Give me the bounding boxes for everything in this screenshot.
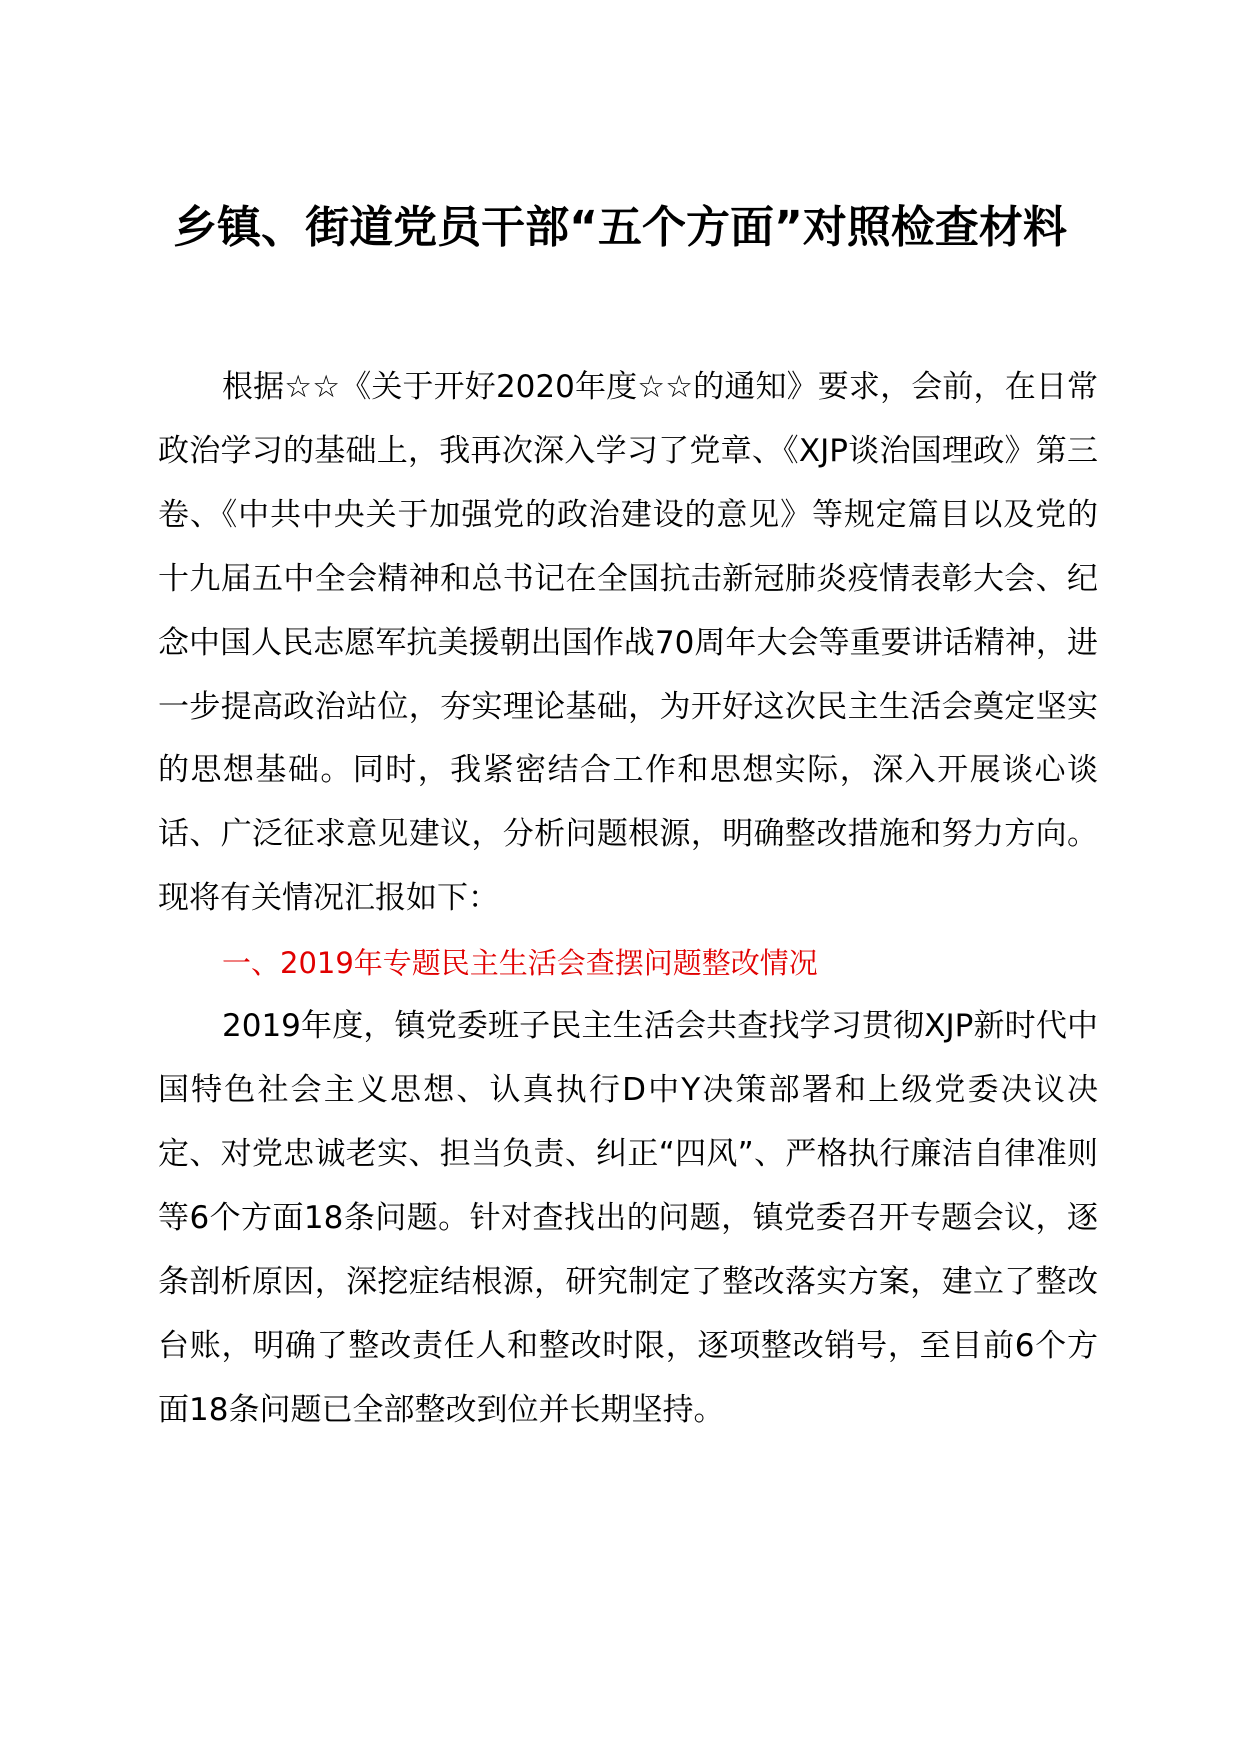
section-paragraph: 2019年度，镇党委班子民主生活会共查找学习贯彻XJP新时代中国特色社会主义思想、认真执行D中Y决策部署和上级党委决议决定、对党忠诚老实、担当负责、纠正“四风”、严格执行廉洁自律准则等6个方面18条问题。针对查找出的问题，镇党委召开专题会议，逐条剖析原因，深挖症结根源，研究制定了整改落实方案，建立了整改台账，明确了整改责任人和整改时限，逐项整改销号，至目前6个方面18条问题已全部整改到位并长期坚持。 [158, 1008, 1098, 1428]
document-title: 乡镇、街道党员干部“五个方面”对照检查材料 [173, 202, 1067, 253]
intro-paragraph: 根据☆☆《关于开好2020年度☆☆的通知》要求，会前，在日常政治学习的基础上，我再次深入学习了党章、《XJP谈治国理政》第三卷、《中共中央关于加强党的政治建设的意见》等规定篇目以及党的十九届五中全会精神和总书记在全国抗击新冠肺炎疫情表彰大会、纪念中国人民志愿军抗美援朝出国作战70周年大会等重要讲话精神，进一步提高政治站位，夯实理论基础，为开好这次民主生活会奠定坚实的思想基础。同时，我紧密结合工作和思想实际，深入开展谈心谈话、广泛征求意见建议，分析问题根源，明确整改措施和努力方向。现将有关情况汇报如下： [158, 369, 1098, 917]
section-heading: 一、2019年专题民主生活会查摆问题整改情况 [222, 946, 818, 981]
document-body [158, 356, 1098, 1443]
